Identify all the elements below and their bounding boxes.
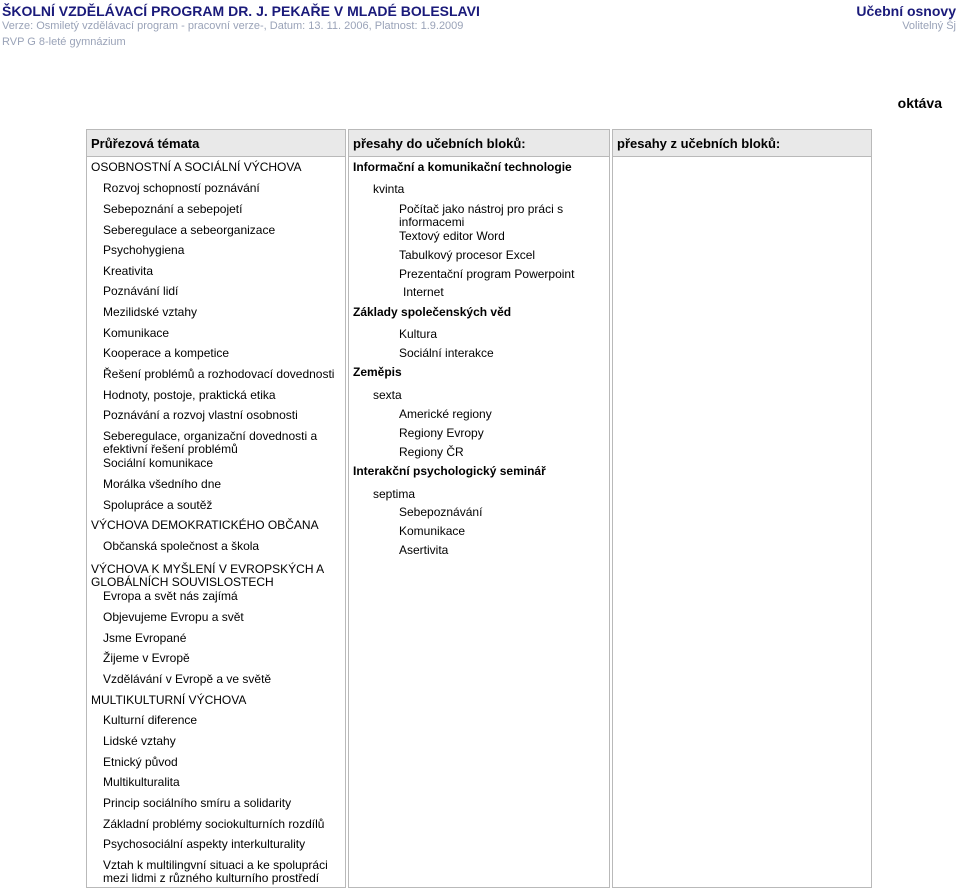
document-type: Učební osnovy <box>856 3 956 19</box>
subject-heading: Základy společenských věd <box>353 305 512 319</box>
theme-item: Žijeme v Evropě <box>103 651 190 665</box>
theme-item: Psychohygiena <box>103 243 185 257</box>
theme-item: Psychosociální aspekty interkulturality <box>103 837 306 851</box>
topic-item: Tabulkový procesor Excel <box>399 248 536 262</box>
theme-item: Sebepoznání a sebepojetí <box>103 202 243 216</box>
theme-item: Morálka všedního dne <box>103 477 222 491</box>
theme-item: Lidské vztahy <box>103 734 176 748</box>
theme-category: VÝCHOVA K MYŠLENÍ V EVROPSKÝCH A <box>91 562 325 576</box>
grade-name: sexta <box>373 388 402 402</box>
topic-item: Textový editor Word <box>399 229 505 243</box>
theme-item: Občanská společnost a škola <box>103 539 260 553</box>
theme-category: MULTIKULTURNÍ VÝCHOVA <box>91 693 247 707</box>
theme-item: Jsme Evropané <box>103 631 187 645</box>
topic-item: Komunikace <box>399 524 466 538</box>
theme-item: Základní problémy sociokulturních rozdílů <box>103 817 325 831</box>
topic-item: Sociální interakce <box>399 346 494 360</box>
elective-subject: Volitelný Šj <box>902 20 956 32</box>
links-from-column <box>612 129 872 888</box>
topic-item: Sebepoznávání <box>399 505 483 519</box>
links-to-column <box>348 129 610 888</box>
themes-header: Průřezová témata <box>87 130 345 157</box>
theme-item: Princip sociálního smíru a solidarity <box>103 796 292 810</box>
theme-item: Etnický původ <box>103 755 178 769</box>
topic-item: Regiony Evropy <box>399 426 484 440</box>
theme-item: efektivní řešení problémů <box>103 442 238 456</box>
theme-item: mezi lidmi z různého kulturního prostředí <box>103 871 320 885</box>
topic-item: Regiony ČR <box>399 445 464 459</box>
topic-item: Asertivita <box>399 543 449 557</box>
theme-category: GLOBÁLNÍCH SOUVISLOSTECH <box>91 575 274 589</box>
theme-item: Poznávání lidí <box>103 284 179 298</box>
subject-heading: Interakční psychologický seminář <box>353 464 546 478</box>
topic-item: Počítač jako nástroj pro práci s <box>399 202 564 216</box>
theme-item: Sociální komunikace <box>103 456 214 470</box>
theme-item: Seberegulace, organizační dovednosti a <box>103 429 318 443</box>
links-to-header: přesahy do učebních bloků: <box>349 130 609 157</box>
theme-item: Mezilidské vztahy <box>103 305 198 319</box>
theme-item: Kulturní diference <box>103 713 198 727</box>
theme-item: Kreativita <box>103 264 154 278</box>
version-info: Verze: Osmiletý vzdělávací program - pracovní verze-, Datum: 13. 11. 2006, Platnost: 1.9.2009 <box>2 20 464 32</box>
rvp-info: RVP G 8-leté gymnázium <box>2 36 126 48</box>
theme-item: Vzdělávání v Evropě a ve světě <box>103 672 272 686</box>
grade-name: kvinta <box>373 182 405 196</box>
theme-item: Rozvoj schopností poznávání <box>103 181 260 195</box>
theme-item: Multikulturalita <box>103 775 180 789</box>
theme-item: Komunikace <box>103 326 170 340</box>
themes-column <box>86 129 346 888</box>
theme-item: Spolupráce a soutěž <box>103 498 213 512</box>
topic-item: Kultura <box>399 327 438 341</box>
theme-category: OSOBNOSTNÍ A SOCIÁLNÍ VÝCHOVA <box>91 160 302 174</box>
theme-item: Hodnoty, postoje, praktická etika <box>103 388 276 402</box>
topic-item: Prezentační program Powerpoint <box>399 267 575 281</box>
subject-heading: Zeměpis <box>353 365 402 379</box>
topic-item: Americké regiony <box>399 407 492 421</box>
links-from-header: přesahy z učebních bloků: <box>613 130 871 157</box>
theme-item: Vztah k multilingvní situaci a ke spolupráci <box>103 858 328 872</box>
theme-item: Kooperace a kompetice <box>103 346 230 360</box>
grade-name: septima <box>373 487 416 501</box>
grade-label: oktáva <box>897 95 942 111</box>
topic-item: informacemi <box>399 215 465 229</box>
theme-item: Řešení problémů a rozhodovací dovednosti <box>103 367 335 381</box>
theme-item: Seberegulace a sebeorganizace <box>103 223 276 237</box>
theme-item: Poznávání a rozvoj vlastní osobnosti <box>103 408 298 422</box>
theme-item: Objevujeme Evropu a svět <box>103 610 244 624</box>
theme-item: Evropa a svět nás zajímá <box>103 589 238 603</box>
school-title: ŠKOLNÍ VZDĚLÁVACÍ PROGRAM DR. J. PEKAŘE V MLADÉ BOLESLAVI <box>2 3 480 19</box>
subject-heading: Informační a komunikační technologie <box>353 160 572 174</box>
theme-category: VÝCHOVA DEMOKRATICKÉHO OBČANA <box>91 518 319 532</box>
topic-item: Internet <box>403 285 444 299</box>
